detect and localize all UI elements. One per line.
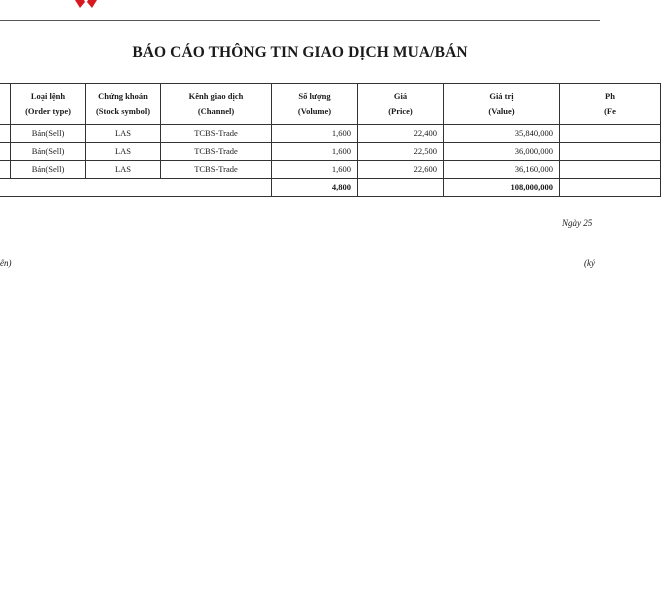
header-stock-symbol: Chứng khoán (Stock symbol)	[86, 84, 161, 125]
volume-cell: 1,600	[272, 161, 358, 179]
price-cell: 22,600	[358, 161, 444, 179]
value-cell: 36,160,000	[444, 161, 560, 179]
header-divider	[0, 20, 600, 21]
channel-cell: TCBS-Trade	[161, 161, 272, 179]
stock-symbol-cell: LAS	[86, 125, 161, 143]
header-order-type: Loại lệnh (Order type)	[11, 84, 86, 125]
header-volume: Số lượng (Volume)	[272, 84, 358, 125]
header-cell	[0, 84, 11, 125]
fee-cell	[560, 161, 661, 179]
value-cell: 35,840,000	[444, 125, 560, 143]
total-fee-cell	[560, 179, 661, 197]
value-cell: 36,000,000	[444, 143, 560, 161]
header-channel: Kênh giao dịch (Channel)	[161, 84, 272, 125]
table-cell	[0, 161, 11, 179]
totals-row	[0, 179, 661, 197]
total-volume-cell: 4,800	[272, 179, 358, 197]
report-title: BÁO CÁO THÔNG TIN GIAO DỊCH MUA/BÁN	[132, 44, 468, 61]
signature-left-label: ên)	[0, 258, 12, 268]
table-row	[0, 125, 661, 143]
signature-right-label: (ký	[584, 258, 595, 268]
order-type-cell: Bán(Sell)	[11, 161, 86, 179]
order-type-cell: Bán(Sell)	[11, 125, 86, 143]
price-cell: 22,500	[358, 143, 444, 161]
company-logo-icon	[68, 0, 104, 8]
total-value-cell: 108,000,000	[444, 179, 560, 197]
header-price: Giá (Price)	[358, 84, 444, 125]
transaction-table	[0, 83, 661, 197]
channel-cell: TCBS-Trade	[161, 125, 272, 143]
stock-symbol-cell: LAS	[86, 161, 161, 179]
table-cell	[0, 143, 11, 161]
fee-cell	[560, 143, 661, 161]
total-price-cell	[358, 179, 444, 197]
table-cell	[0, 125, 11, 143]
totals-label-cell	[0, 179, 272, 197]
volume-cell: 1,600	[272, 143, 358, 161]
stock-symbol-cell: LAS	[86, 143, 161, 161]
table-row	[0, 143, 661, 161]
fee-cell	[560, 125, 661, 143]
table-row	[0, 161, 661, 179]
price-cell: 22,400	[358, 125, 444, 143]
channel-cell: TCBS-Trade	[161, 143, 272, 161]
table-header-row	[0, 84, 661, 125]
order-type-cell: Bán(Sell)	[11, 143, 86, 161]
volume-cell: 1,600	[272, 125, 358, 143]
header-fee: Ph (Fe	[560, 84, 661, 125]
header-value: Giá trị (Value)	[444, 84, 560, 125]
report-date: Ngày 25	[562, 218, 593, 228]
